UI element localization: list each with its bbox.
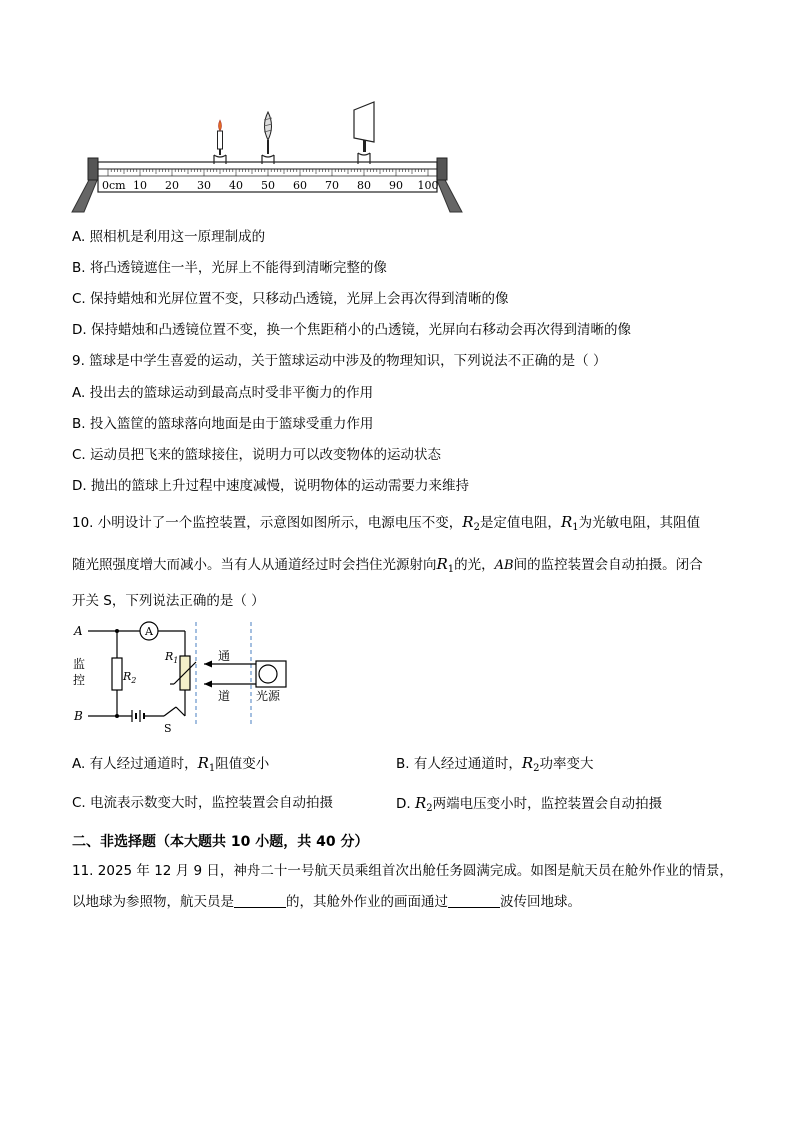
q9-option-b: B. 投入篮筐的篮球落向地面是由于篮球受重力作用 [72,416,374,432]
bench-scale-label: 20 [165,179,179,192]
q9-option-a: A. 投出去的篮球运动到最高点时受非平衡力的作用 [72,385,374,401]
q10-stem-line1: 10. 小明设计了一个监控装置，示意图如图所示，电源电压不变，$R_2$是定值电阻，$R_1$为光敏电阻，其阻值 [72,513,701,533]
q9-option-d: D. 抛出的篮球上升过程中速度减慢，说明物体的运动需要力来维持 [72,478,469,494]
answer-blank-2[interactable] [448,893,500,908]
candle [214,120,226,164]
q8-option-a: A. 照相机是利用这一原理制成的 [72,229,266,245]
bench-left-end [88,158,98,180]
terminal-a: A [74,624,83,638]
bench-unit-label: 0cm [102,179,126,192]
q9-stem: 9. 篮球是中学生喜爱的运动，关于篮球运动中涉及的物理知识，下列说法不正确的是（ ） [72,353,607,369]
bench-scale-label: 100 [417,179,439,192]
channel-label-1: 通 [218,649,231,663]
circuit-diagram [70,618,300,736]
r1-label: $R_1$ [165,650,179,665]
switch-label: S [164,722,172,735]
q10-stem-line3: 开关 S，下列说法正确的是（ ） [72,593,265,609]
bench-scale-label: 60 [293,179,307,192]
q10-option-c: C. 电流表示数变大时，监控装置会自动拍摄 [72,795,334,811]
monitor-label-2: 控 [73,673,86,687]
bench-scale-label: 50 [261,179,275,192]
q10-option-d: D. $R_2$两端电压变小时，监控装置会自动拍摄 [396,794,663,814]
bench-right-leg [436,178,462,212]
bench-right-end [437,158,447,180]
q8-option-b: B. 将凸透镜遮住一半，光屏上不能得到清晰完整的像 [72,260,387,276]
answer-blank-1[interactable] [234,893,286,908]
q8-option-d: D. 保持蜡烛和凸透镜位置不变，换一个焦距稍小的凸透镜，光屏向右移动会再次得到清晰的像 [72,322,631,338]
optical-bench-figure [68,98,468,216]
monitor-label-1: 监 [73,657,86,671]
q8-option-c: C. 保持蜡烛和光屏位置不变，只移动凸透镜，光屏上会再次得到清晰的像 [72,291,509,307]
q11-line2: 以地球为参照物，航天员是 的，其舱外作业的画面通过 波传回地球。 [72,894,581,910]
q10-option-b: B. 有人经过通道时，$R_2$功率变大 [396,754,594,774]
bench-scale-label: 40 [229,179,243,192]
bench-left-leg [72,178,98,212]
q11-line1: 11. 2025 年 12 月 9 日，神舟二十一号航天员乘组首次出舱任务圆满完成。如图是航天员在舱外作业的情景， [72,863,733,879]
bench-scale-label: 80 [357,179,371,192]
q10-stem-line2: 随光照强度增大而减小。当有人从通道经过时会挡住光源射向$R_1$的光，AB间的监控装置会自动拍摄。闭合 [72,555,703,575]
bench-scale-label: 30 [197,179,211,192]
light-source-label: 光源 [256,689,281,703]
bench-scale-label: 70 [325,179,339,192]
q9-option-c: C. 运动员把飞来的篮球接住，说明力可以改变物体的运动状态 [72,447,442,463]
q10-option-a: A. 有人经过通道时，$R_1$阻值变小 [72,754,270,774]
ammeter-label: A [145,625,153,638]
section2-heading: 二、非选择题（本大题共 10 小题，共 40 分） [72,834,369,850]
light-screen [354,102,374,164]
channel-label-2: 道 [218,689,231,703]
bench-scale-label: 90 [389,179,403,192]
convex-lens [262,112,274,164]
bench-scale-label: 10 [133,179,147,192]
r2-label: $R_2$ [123,670,137,685]
terminal-b: B [74,709,83,723]
